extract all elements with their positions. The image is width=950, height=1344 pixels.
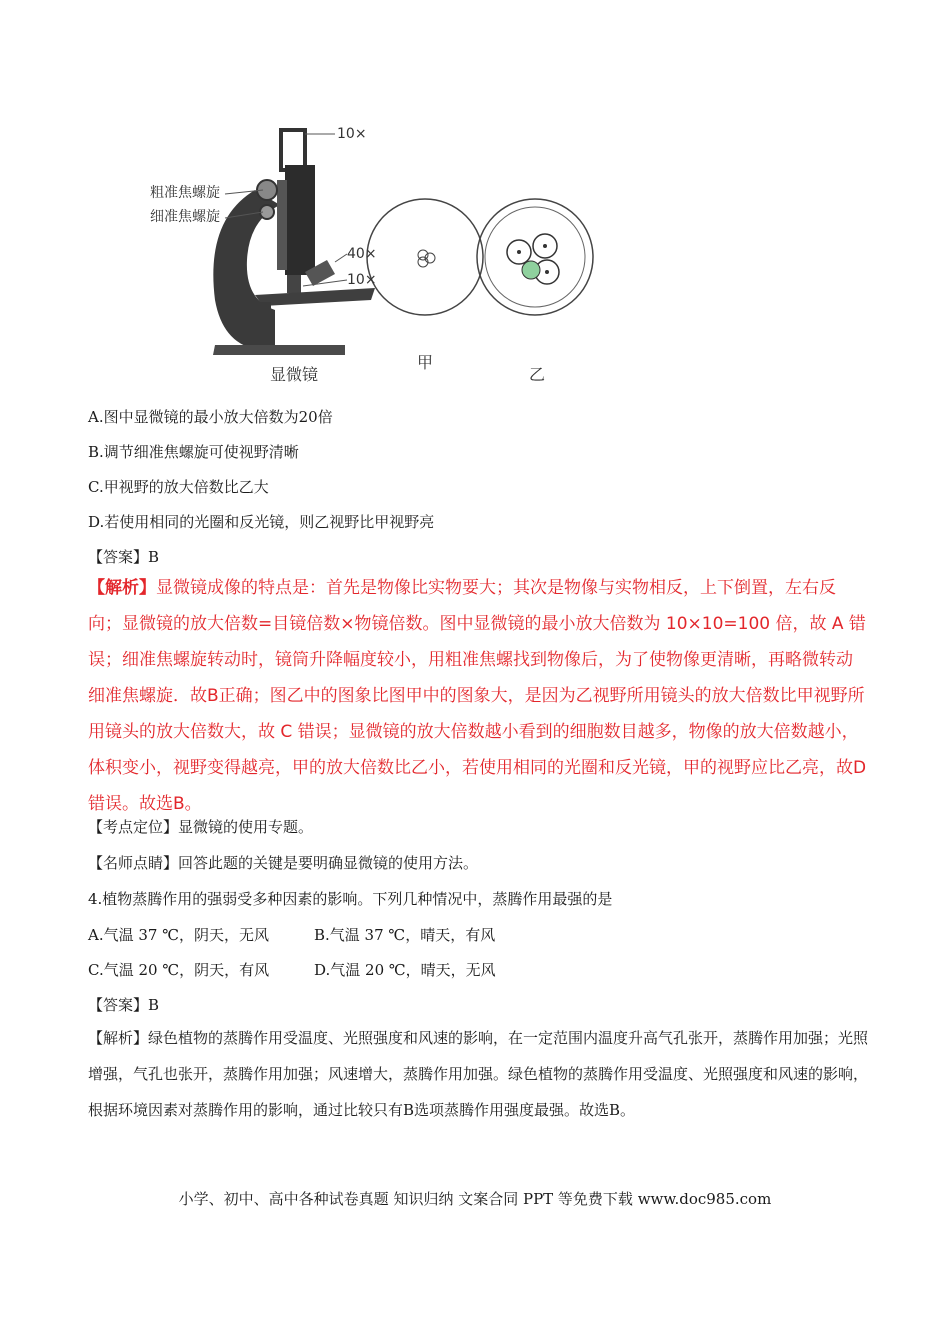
eyepiece-label: 10× <box>337 126 367 142</box>
microscope-figure <box>150 110 625 390</box>
q4-stem: 4.植物蒸腾作用的强弱受多种因素的影响。下列几种情况中，蒸腾作用最强的是 <box>88 890 613 908</box>
objective-high-label: 40× <box>347 246 377 262</box>
q4-option-b: B.气温 37 ℃，晴天，有风 <box>314 926 496 944</box>
q4-option-d: D.气温 20 ℃，晴天，无风 <box>314 961 496 979</box>
q4-options-row-1 <box>88 925 540 945</box>
fine-knob-label: 细准焦螺旋 <box>150 209 220 225</box>
q4-answer: 【答案】B <box>88 996 160 1014</box>
view-b-caption: 乙 <box>529 365 546 384</box>
q3-option-c: C.甲视野的放大倍数比乙大 <box>88 478 269 496</box>
q3-option-a: A.图中显微镜的最小放大倍数为20倍 <box>88 408 333 426</box>
q4-options-row-2 <box>88 960 540 980</box>
q4-option-c: C.气温 20 ℃，阴天，有风 <box>88 961 270 979</box>
objective-low-label: 10× <box>347 272 377 288</box>
q4-option-a: A.气温 37 ℃，阴天，无风 <box>88 926 270 944</box>
q3-option-d: D.若使用相同的光圈和反光镜，则乙视野比甲视野亮 <box>88 513 435 531</box>
microscope-illustration <box>185 110 625 390</box>
view-a-caption: 甲 <box>417 353 434 372</box>
q3-kaodian: 【考点定位】显微镜的使用专题。 <box>88 818 314 836</box>
microscope-caption: 显微镜 <box>270 365 319 384</box>
q3-analysis <box>88 570 868 822</box>
coarse-knob-label: 粗准焦螺旋 <box>150 185 220 201</box>
q3-analysis-label: 【解析】 <box>88 578 156 598</box>
q3-option-b: B.调节细准焦螺旋可使视野清晰 <box>88 443 299 461</box>
q3-answer: 【答案】B <box>88 548 160 566</box>
page-footer: 小学、初中、高中各种试卷真题 知识归纳 文案合同 PPT 等免费下载 www.doc985.com <box>178 1190 772 1208</box>
q4-analysis: 【解析】绿色植物的蒸腾作用受温度、光照强度和风速的影响，在一定范围内温度升高气孔张开，蒸腾作用加强；光照增强，气孔也张开，蒸腾作用加强；风速增大，蒸腾作用加强。绿色植物的蒸腾作用受温度、光照强度和风速的影响，根据环境因素对蒸腾作用的影响，通过比较只有B选项蒸腾作用强度最强。故选B。 <box>88 1029 869 1119</box>
q3-analysis-text: 显微镜成像的特点是：首先是物像比实物要大；其次是物像与实物相反，上下倒置，左右反向；显微镜的放大倍数=目镜倍数×物镜倍数。图中显微镜的最小放大倍数为 10×10=100 倍，故 A 错误；细准焦螺旋转动时，镜筒升降幅度较小，用粗准焦螺找到物像后，为了使物像更清晰，再略微转动细准焦螺旋．故B正确；图乙中的图象比图甲中的图象大，是因为乙视野所用镜头的放大倍数比甲视野所用镜头的放大倍数大，故 C 错误；显微镜的放大倍数越小看到的细胞数目越多，物像的放大倍数越小，体积变小，视野变得越亮，甲的放大倍数比乙小，若使用相同的光圈和反光镜，甲的视野应比乙亮，故D错误。故选B。 <box>88 578 867 814</box>
q3-mingshi: 【名师点睛】回答此题的关键是要明确显微镜的使用方法。 <box>88 854 479 872</box>
